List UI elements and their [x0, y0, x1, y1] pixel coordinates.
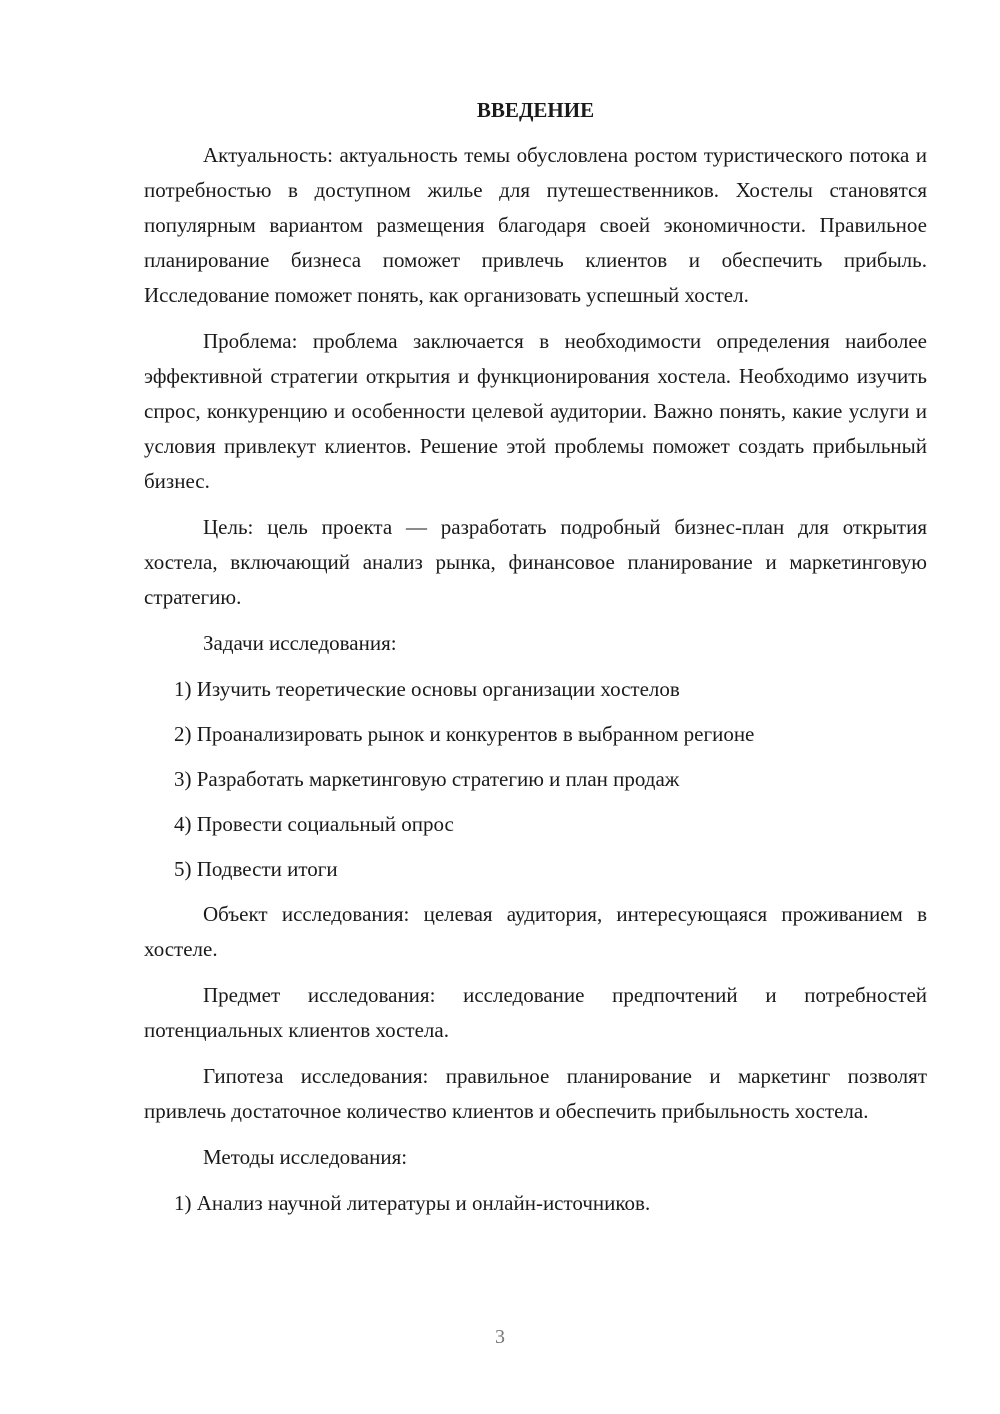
list-item: 4) Провести социальный опрос [174, 812, 454, 836]
relevance-paragraph: Актуальность: актуальность темы обусловлена ростом туристического потока и потребностью в доступном жилье для путешественников. Хостелы становятся популярным вариантом размещения благодаря своей экономичности. Правильное планирование бизнеса поможет привлечь клиентов и обеспечить прибыль. Исследование поможет понять, как организовать успешный хостел. [144, 143, 927, 307]
object-paragraph: Объект исследования: целевая аудитория, интересующаяся проживанием в хостеле. [144, 902, 927, 961]
list-item: 2) Проанализировать рынок и конкурентов в выбранном регионе [174, 722, 755, 746]
tasks-list [144, 672, 927, 887]
page-number: 3 [495, 1326, 505, 1348]
document-page [144, 96, 927, 1231]
list-item: 1) Изучить теоретические основы организации хостелов [174, 677, 680, 701]
tasks-label: Задачи исследования: [203, 631, 397, 655]
problem-paragraph: Проблема: проблема заключается в необходимости определения наиболее эффективной стратегии открытия и функционирования хостела. Необходимо изучить спрос, конкуренцию и особенности целевой аудитории. Важно понять, какие услуги и условия привлекут клиентов. Решение этой проблемы поможет создать прибыльный бизнес. [144, 329, 927, 493]
goal-paragraph: Цель: цель проекта — разработать подробный бизнес-план для открытия хостела, включающий анализ рынка, финансовое планирование и маркетинговую стратегию. [144, 515, 927, 609]
methods-label: Методы исследования: [203, 1145, 408, 1169]
list-item: 5) Подвести итоги [174, 857, 338, 881]
section-title: ВВЕДЕНИЕ [476, 98, 595, 122]
list-item: 3) Разработать маркетинговую стратегию и план продаж [174, 767, 680, 791]
list-item: 1) Анализ научной литературы и онлайн-источников. [174, 1191, 651, 1215]
methods-list [144, 1186, 927, 1221]
subject-paragraph: Предмет исследования: исследование предпочтений и потребностей потенциальных клиентов хостела. [144, 983, 927, 1042]
hypothesis-paragraph: Гипотеза исследования: правильное планирование и маркетинг позволят привлечь достаточное количество клиентов и обеспечить прибыльность хостела. [144, 1064, 927, 1123]
